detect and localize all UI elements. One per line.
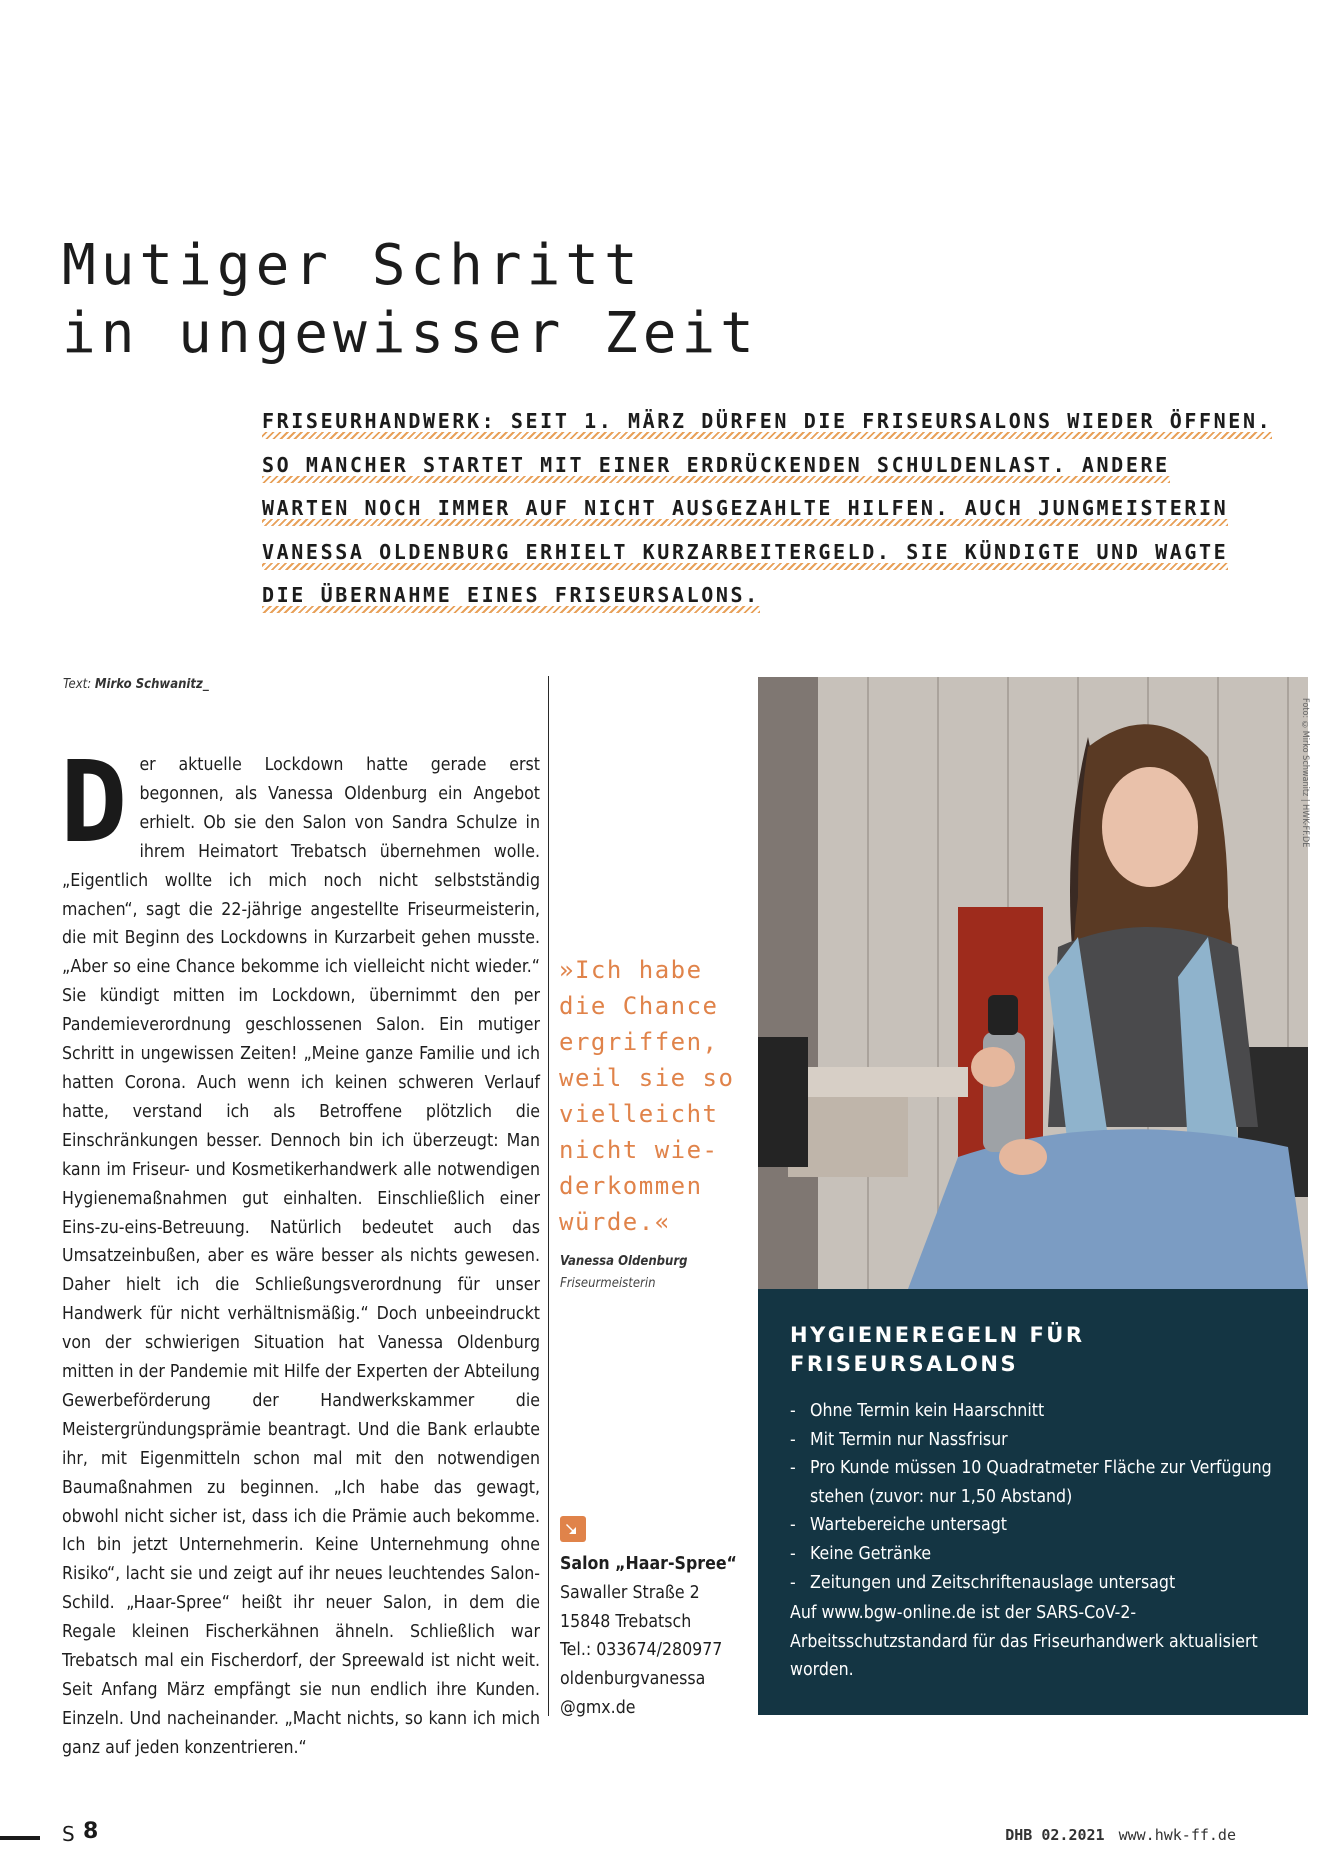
title-line-2: in ungewisser Zeit <box>62 301 759 366</box>
column-divider <box>548 676 549 1716</box>
quote-line: weil sie so <box>559 1064 735 1092</box>
body-text: er aktuelle Lockdown hatte gerade erst begonnen, als Vanessa Oldenburg ein Angebot erhielt. Ob sie den Salon von Sandra Schulze in ihrem Heimatort Trebatsch übernehmen wolle. „Eigentlich wollte ich mich noch nicht selbstständig machen“, sagt die 22-jährige angestellte Friseurmeisterin, die mit Beginn des Lockdowns in Kurzarbeit gehen musste. „Aber so eine Chance bekomme ich vielleicht nicht wieder.“ Sie kündigt mitten im Lockdown, übernimmt den per Pandemieverordnung geschlossenen Salon. Ein mutiger Schritt in ungewissen Zeiten! „Meine ganze Familie und ich hatten Corona. Auch wenn ich keinen schweren Verlauf hatte, verstand ich als Betroffene plötzlich die Einschränkungen besser. Dennoch bin ich überzeugt: Man kann im Friseur- und Kosmetikerhandwerk alle notwendigen Hygienemaßnahmen gut einhalten. Einschließlich einer Eins-zu-eins-Betreuung. Natürlich bedeutet auch das Umsatzeinbußen, aber es wäre besser als nichts gewesen. Daher hielt ich die Schließungsverordnung für unser Handwerk für nicht verhältnismäßig.“ Doch unbeeindruckt von der schwierigen Situation hat Vanessa Oldenburg mitten in der Pandemie mit Hilfe der Experten der Abteilung Gewerbeförderung der Handwerkskammer die Meistergründungsprämie beantragt. Und die Bank erlaubte ihr, mit Eigenmitteln schon mal mit den notwendigen Baumaßnahmen zu beginnen. „Ich habe das gewagt, obwohl nicht sicher ist, dass ich die Prämie auch bekomme. Ich bin jetzt Unternehmerin. Keine Unternehmung ohne Risiko“, lacht sie und zeigt auf ihr neues leuchtendes Salon-Schild. „Haar-Spree“ heißt ihr neuer Salon, in dem die Regale kleinen Fischerkähnen ähneln. Schließlich war Trebatsch mal ein Fischerdorf, der Spreewald ist nicht weit. Seit Anfang März empfängt sie nun endlich ihre Kunden. Einzeln. Und nacheinander. „Macht nichts, so kann ich mich ganz auf jeden konzentrieren.“ <box>62 755 540 1758</box>
salon-contact <box>560 1550 750 1723</box>
quote-author: Vanessa Oldenburg <box>560 1254 688 1269</box>
list-item: - Ohne Termin kein Haarschnitt <box>790 1397 1290 1426</box>
hygiene-infobox <box>758 1289 1308 1715</box>
infobox-title: HYGIENEREGELN FÜR FRISEURSALONS <box>790 1323 1085 1376</box>
quote-line: ergriffen, <box>559 1028 719 1056</box>
infobox-note: Auf www.bgw-online.de ist der SARS-CoV-2-Arbeitsschutzstandard für das Friseurhandwerk aktualisiert worden. <box>790 1603 1258 1681</box>
lead-line: SO MANCHER STARTET MIT EINER ERDRÜCKENDEN SCHULDENLAST. ANDERE <box>262 444 1222 488</box>
footer-rule <box>0 1836 40 1840</box>
quote-author-role: Friseurmeisterin <box>560 1276 656 1291</box>
drop-cap: D <box>60 738 128 868</box>
lead-line: DIE ÜBERNAHME EINES FRISEURSALONS. <box>262 574 1222 618</box>
page-prefix: S <box>62 1822 75 1846</box>
list-item: - Mit Termin nur Nassfrisur <box>790 1426 1290 1455</box>
title-line-1: Mutiger Schritt <box>62 233 643 298</box>
list-item: - Keine Getränke <box>790 1540 1290 1569</box>
list-item: - Wartebereiche untersagt <box>790 1511 1290 1540</box>
article-body <box>60 738 540 1763</box>
pull-quote <box>559 952 739 1240</box>
lead-line: VANESSA OLDENBURG ERHIELT KURZARBEITERGELD. SIE KÜNDIGTE UND WAGTE <box>262 531 1222 575</box>
salon-phone: Tel.: 033674/280977 <box>560 1640 723 1661</box>
lead-line: WARTEN NOCH IMMER AUF NICHT AUSGEZAHLTE HILFEN. AUCH JUNGMEISTERIN <box>262 487 1222 531</box>
quote-line: nicht wie- <box>559 1136 719 1164</box>
quote-line: würde.« <box>559 1208 671 1236</box>
footer-issue <box>1005 1826 1236 1844</box>
issue-label: DHB 02.2021 <box>1005 1826 1105 1844</box>
website-label: www.hwk-ff.de <box>1118 1826 1236 1844</box>
page-number: 8 <box>83 1819 99 1844</box>
salon-city: 15848 Trebatsch <box>560 1611 692 1632</box>
byline-prefix: Text: <box>63 677 95 692</box>
quote-line: »Ich habe <box>559 956 703 984</box>
list-item: - Zeitungen und Zeitschriftenauslage untersagt <box>790 1569 1290 1598</box>
salon-email: oldenburgvanessa @gmx.de <box>560 1669 706 1718</box>
article-title <box>62 232 962 368</box>
photo-credit: Foto: ©Mirko Schwanitz | HWK-FF.DE <box>1300 698 1310 848</box>
lead-line: FRISEURHANDWERK: SEIT 1. MÄRZ DÜRFEN DIE FRISEURSALONS WIEDER ÖFFNEN. <box>262 400 1222 444</box>
arrow-icon <box>560 1516 586 1542</box>
salon-street: Sawaller Straße 2 <box>560 1582 700 1603</box>
salon-name: Salon „Haar-Spree“ <box>560 1554 737 1574</box>
portrait-photo <box>758 677 1308 1289</box>
quote-line: derkommen <box>559 1172 703 1200</box>
list-item: - Pro Kunde müssen 10 Quadratmeter Fläche zur Verfügung stehen (zuvor: nur 1,50 Abstand) <box>790 1454 1290 1511</box>
byline-author: Mirko Schwanitz_ <box>94 677 209 692</box>
quote-line: vielleicht <box>559 1100 719 1128</box>
quote-line: die Chance <box>559 992 719 1020</box>
article-lead <box>262 400 1273 618</box>
byline <box>63 677 209 692</box>
infobox-list <box>790 1397 1290 1597</box>
